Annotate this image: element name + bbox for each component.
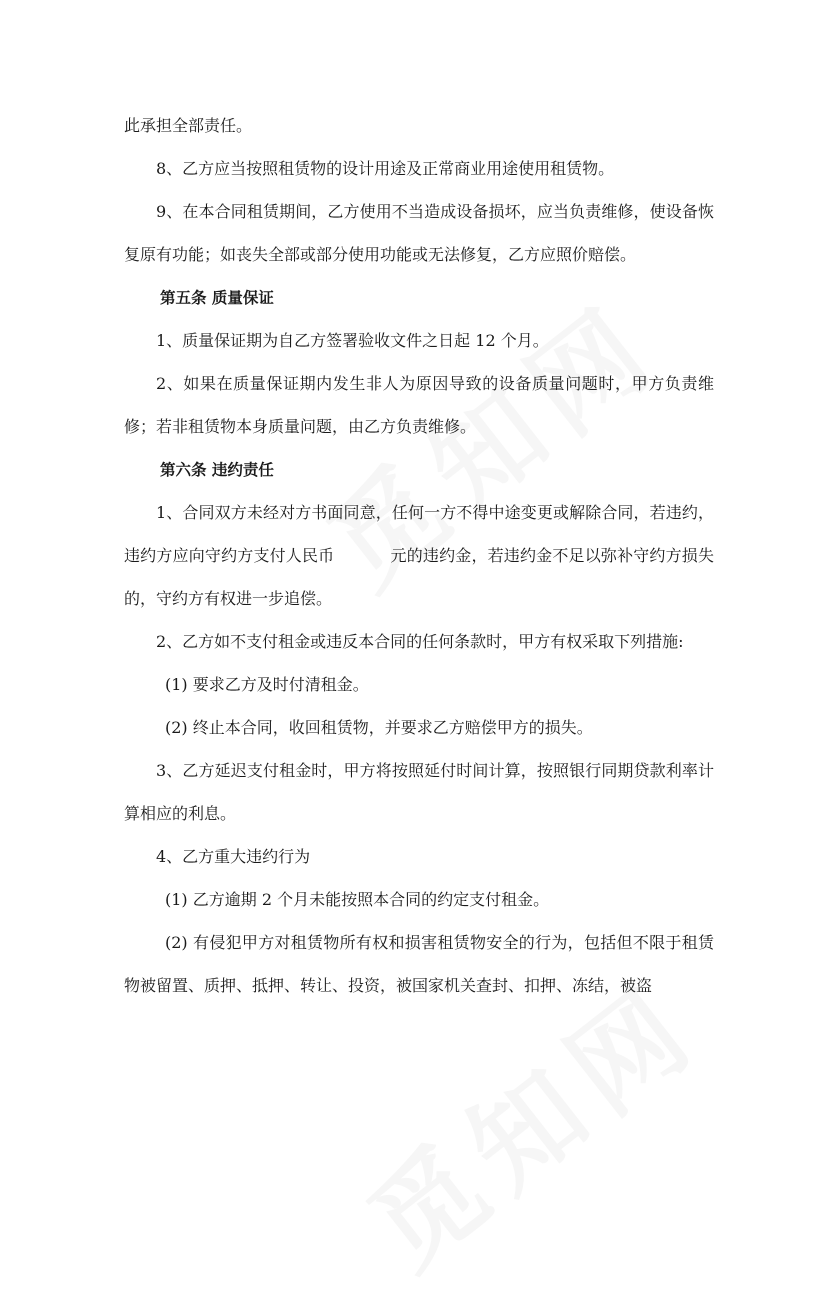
- clause-item: 2、乙方如不支付租金或违反本合同的任何条款时，甲方有权采取下列措施:: [156, 632, 684, 651]
- section-heading: 第六条 违约责任: [160, 460, 274, 479]
- sub-clause-item: (1) 乙方逾期 2 个月未能按照本合同的约定支付租金。: [165, 890, 550, 909]
- clause-item: 3、乙方延迟支付租金时，甲方将按照延付时间计算，按照银行同期贷款利率计算相应的利息。: [124, 761, 714, 823]
- sub-clause-item: (1) 要求乙方及时付清租金。: [165, 675, 369, 694]
- clause-item: [124, 491, 714, 620]
- clause-item: 8、乙方应当按照租赁物的设计用途及正常商业用途使用租赁物。: [156, 159, 615, 178]
- sub-clause-item: (2) 终止本合同，收回租赁物，并要求乙方赔偿甲方的损失。: [165, 718, 593, 737]
- sub-clause-item: (2) 有侵犯甲方对租赁物所有权和损害租赁物安全的行为，包括但不限于租赁物被留置、质押、抵押、转让、投资，被国家机关查封、扣押、冻结，被盗: [124, 933, 714, 995]
- document-body: [124, 104, 714, 1007]
- clause-text-after-blank: 元的违约金，若违约金不足以弥补守约方损失的，守约方有权进一步追偿。: [124, 546, 714, 608]
- section-heading: 第五条 质量保证: [160, 288, 274, 307]
- clause-item: 9、在本合同租赁期间，乙方使用不当造成设备损坏，应当负责维修，使设备恢复原有功能；如丧失全部或部分使用功能或无法修复，乙方应照价赔偿。: [124, 202, 714, 264]
- clause-item: 1、质量保证期为自乙方签署验收文件之日起 12 个月。: [156, 331, 549, 350]
- clause-text-before-blank: 1、合同双方未经对方书面同意，任何一方不得中途变更或解除合同，若违约，违约方应向守约方支付人民币: [124, 503, 714, 565]
- clause-item: 4、乙方重大违约行为: [156, 847, 311, 866]
- clause-item: 2、如果在质量保证期内发生非人为原因导致的设备质量问题时，甲方负责维修；若非租赁物本身质量问题，由乙方负责维修。: [124, 374, 714, 436]
- paragraph: 此承担全部责任。: [124, 116, 253, 135]
